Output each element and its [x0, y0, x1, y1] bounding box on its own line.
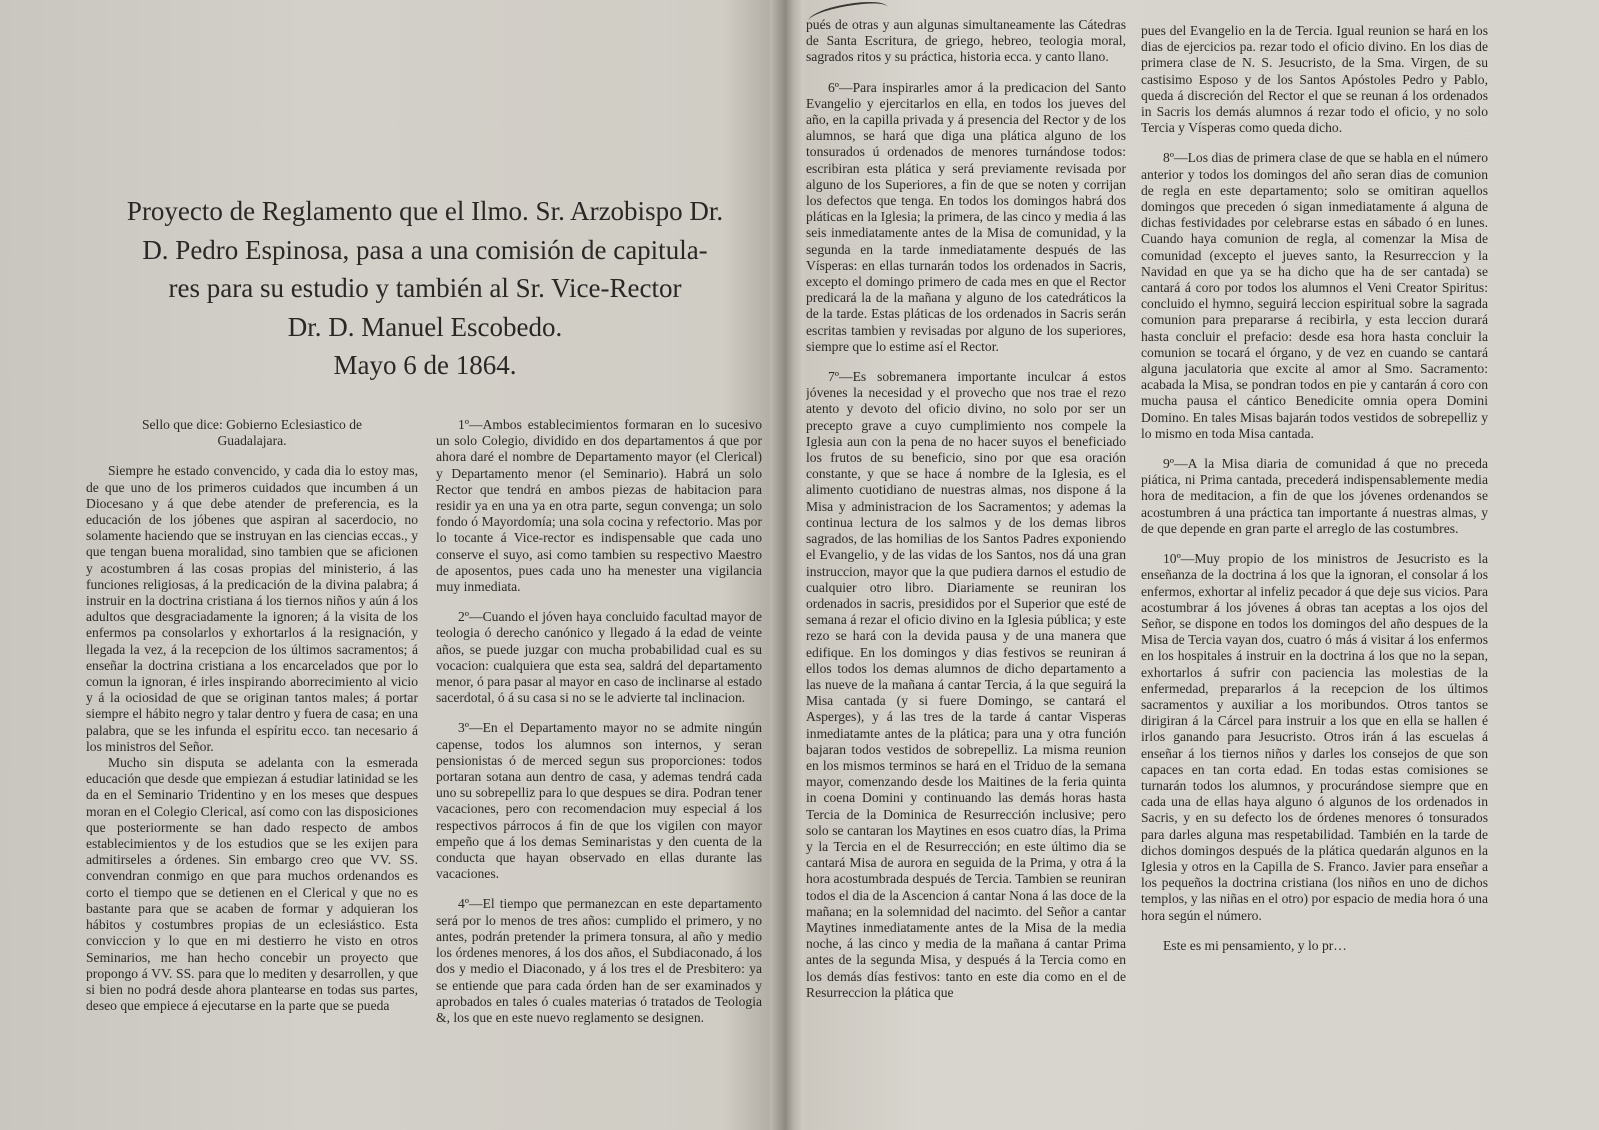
title-line: res para su estudio y también al Sr. Vice-Rector	[168, 273, 682, 303]
title-line: Dr. D. Manuel Escobedo.	[287, 311, 563, 342]
right-column-2	[1141, 23, 1488, 1130]
book-gutter	[770, 0, 804, 1130]
closing-paragraph: Este es mi pensamiento, y lo pr…	[1163, 937, 1347, 953]
title-line: Proyecto de Reglamento que el Ilmo. Sr. Arzobispo Dr.	[126, 196, 724, 226]
article-1: 1º—Ambos establecimientos formaran en lo sucesivo un solo Colegio, dividido en dos departamentos á que por ahora daré el nombre de Departamento mayor (el Clerical) y Departamento menor (el Seminario). Habrá un solo Rector que tendrá en ambos piezas de habitacion para residir ya en una ya en otra parte, segun convenga; un solo fondo ó Mayordomía; una sola cocina y refectorio. Mas por lo tocante á Vice-rector es indispensable que cada uno conserve el suyo, asi como tambien su respectivo Maestro de aposentos, pues cada uno ha menester una vigilancia muy inmediata.	[436, 417, 762, 595]
paragraph-continued: pués de otras y aun algunas simultaneamente las Cátedras de Santa Escritura, de griego, hebreo, teologia moral, sagrados ritos y su práctica, historia ecca. y canto llano.	[806, 17, 1126, 65]
left-column-2	[436, 417, 762, 1117]
document-title	[80, 192, 770, 385]
article-2: 2º—Cuando el jóven haya concluido facultad mayor de teologia ó derecho canónico y llegado á la edad de veinte años, se puede juzgar con mucha probabilidad cual es su vocacion: cualquiera que esta sea, saldrá del departamento menor, ó para pasar al mayor en caso de inclinarse al estado sacerdotal, ó á su casa si no se le advierte tal inclinacion.	[436, 609, 762, 706]
article-4: 4º—El tiempo que permanezcan en este departamento será por lo menos de tres años: cumplido el primero, y no antes, podrán pretender la primera tonsura, al año y medio los órdenes menores, á los dos años, el Subdiaconado, á los dos y medio el Diaconado, y á los tres el de Presbitero: ya se entiende que para cada órden han de ser examinados y aprobados en tales ó cuales materias ó tratados de Teologia &, los que en este nuevo reglamento se designen.	[436, 896, 762, 1025]
right-column-1	[806, 17, 1126, 1130]
article-6: 6º—Para inspirarles amor á la predicacion del Santo Evangelio y ejercitarlos en ella, en todos los jueves del año, en la capilla privada y á presencia del Rector y de los alumnos, se hará que diga una plática alguno de los tonsurados ú ordenados de menores turnándose todos: escribiran esta plática y será previamente revisada por alguno de los Superiores, a fin de que se noten y corrijan los defectos que tenga. En todos los domingos habrá dos pláticas en la Iglesia; la primera, de las cinco y media á las seis inmediatamente antes de la Misa de comunidad, y la segunda en la tarde inmediatamente después de las Vísperas: en ellas turnarán todos los ordenados in Sacris, excepto el domingo primero de cada mes en que el Rector predicará la de la mañana y alguno de los catedráticos la de la tarde. Estas pláticas de los ordenados in Sacris serán escritas tambien y revisadas por alguno de los superiores, siempre que lo estime así el Rector.	[806, 79, 1126, 354]
article-8: 8º—Los dias de primera clase de que se habla en el número anterior y todos los domingos del año seran dias de comunion de regla en este departamento; solo se omitiran aquellos domingos que preceden ó sigan inmediatamente á alguna de dichas festividades por celebrarse estas en sábado ó en lunes. Cuando haya comunion de regla, al comenzar la Misa de comunidad (excepto el jueves santo, la Resurreccion y la Navidad en que ya se ha dicho que ha de ser cantada) se cantará á coro por todos los alumnos el Veni Creator Spiritus: concluido el hymno, seguirá leccion espiritual sobre la sagrada comunion para prepararse á recibirla, y esta leccion durará hasta concluir el prefacio: desde esa hora hasta concluir la comunion se tocará el órgano, y de vez en cuando se cantará alguna jaculatoria que excite al amor al Smo. Sacramento: acabada la Misa, se pondran todos en pie y cantarán á coro con mucha pausa el cántico Benedicite omnia opera Domini Domino. En tales Misas bajarán todos vestidos de sobrepelliz y lo mismo en toda Misa cantada.	[1141, 150, 1488, 441]
title-line: D. Pedro Espinosa, pasa a una comisión de capitula-	[142, 234, 708, 265]
title-date: Mayo 6 de 1864.	[333, 350, 517, 380]
article-10: 10º—Muy propio de los ministros de Jesucristo es la enseñanza de la doctrina á los que la ignoran, el consolar á los enfermos, exhortar al infeliz pecador á que deje sus vicios. Para acostumbrar á los jóvenes á obras tan aceptas a los ojos del Señor, se dispone en todos los domingos del año despues de la Misa de Tercia vayan dos, cuatro ó más á visitar á los enfermos en los hospitales á instruir en la doctrina á los que no la sepan, exhortarlos á sufrir con paciencia las molestias de la enfermedad, prepararlos á la recepcion de los últimos sacramentos y auxiliar a los moribundos. Otros tantos se dirigiran á la Cárcel para instruir a los que en ella se hallen é irlos ganando para Jesucristo. Otros irán á las escuelas á enseñar á los tiernos niños y darles los consejos de que son capaces en tan corta edad. En todas estas comisiones se turnarán todos los alumnos, y procurándose siempre que en cada una de ellas haya alguno ó algunos de los ordenados in Sacris, y en su defecto los de órdenes menores ó tonsurados para darles alguna mas respetabilidad. También en la tarde de dichos domingos después de la plática quedarán algunos en la Iglesia y otros en la Capilla de S. Franco. Javier para enseñar a los pequeños la doctrina cristiana (los niños en uno de dichos templos, y las niñas en el otro) por espacio de media hora ó una hora según el número.	[1141, 551, 1488, 923]
paragraph: Siempre he estado convencido, y cada dia lo estoy mas, de que uno de los primeros cuidados que incumben á un Diocesano y á que debe atender de preferencia, es la educación de los jóbenes que aspiran al sacerdocio, no solamente haciendo que se instruyan en las ciencias eccas., y que tengan buena moralidad, sino tambien que se aficionen y acostumbren á las cosas propias del ministerio, á las funciones religiosas, á la predicación de la divina palabra; á instruir en la doctrina cristiana á los tiernos niños y aún á los adultos que desgraciadamente la ignoren; á la visita de los enfermos pa consolarlos y exhortarlos á la resignación, y llegada la vez, á la recepcion de los últimos sacramentos; á enseñar la doctrina cristiana a los encarcelados que por lo comun la ignoran, é irles inspirando aborrecimiento al vicio y á la ociosidad de que se originan tantos males; á portar siempre el hábito negro y talar dentro y fuera de casa; en una palabra, que se les infunda el espíritu ecco. tan necesario á los ministros del Señor.	[86, 463, 418, 754]
article-7: 7º—Es sobremanera importante inculcar á estos jóvenes la necesidad y el provecho que nos trae el rezo atento y devoto del oficio divino, no solo por ser un precepto grave a cuyo cumplimiento nos compele la Iglesia aun con la pena de no hacer suyos el beneficiado los frutos de su beneficio, sino por que esa oración constante, y que se hace á nombre de la Iglesia, es el alimento cuotidiano de nuestras almas, nos dispone á la Misa y administracion de los Sacramentos; y ademas la continua lectura de los salmos y de los demas libros sagrados, de las homilias de los Santos Padres exponiendo el Evangelio, y de las vidas de los Santos, nos dá una gran instruccion, mayor que la que pudiera darnos el estudio de cualquier otro libro. Diariamente se reuniran los ordenados in sacris, presididos por el Superior que esté de semana á rezar el oficio divino en la Iglesia pública; y este rezo se hará con la devida pausa y de una manera que edifique. En los domingos y dias festivos se reuniran á ellos todos los demas alumnos de dicho departamento a las nueve de la mañana á cantar Tercia, á la que seguirá la Misa cantada (y si fuere Domingo, se cantará el Asperges), y á las tres de la tarde á cantar Visperas inmediatamte antes de la plática; para una y otra función bajaran todos vestidos de sobrepelliz. La misma reunion en los mismos terminos se hará en el Triduo de la semana mayor, comenzando desde los Maitines de la feria quinta in coena Domini y continuando las demás horas hasta Tercia de la Dominica de Resurrección inclusive; pero solo se cantaran los Maytines en esos cuatro días, la Prima y la Tercia en el de Resurrección; en este último dia se cantará Misa de aurora en seguida de la Prima, y otra á la hora acostumbrada después de Tercia. Tambien se reuniran todos el dia de la Ascencion á cantar Nona á las doce de la mañana; en la solemnidad del nacimto. del Señor a cantar Maytines inmediatamente antes de la Misa de la media noche, á las cinco y media de la mañana á cantar Prima antes de la segunda Misa, y después á la Tercia como en los demás días festivos: tanto en este dia como en el de Resurreccion la plática que	[806, 369, 1126, 1000]
paragraph: Mucho sin disputa se adelanta con la esmerada educación que desde que empiezan á estudiar latinidad se les da en el Seminario Tridentino y en los meses que despues moran en el Colegio Clerical, así como con las disposiciones que posteriormente se han dado respecto de ambos establecimientos y de los estudios que se les exijen para admitirseles a órdenes. Sin embargo creo que VV. SS. convendran conmigo en que para muchos ordenandos es corto el tiempo que se detienen en el Clerical y que no es bastante para que se acaben de formar y adquieran los hábitos y costumbres propias de un eclesiástico. Esta conviccion y lo que en mi destierro he visto en otros Seminarios, me han hecho concebir un proyecto que propongo á VV. SS. para que lo mediten y desarrollen, y que si bien no podrá desde ahora plantearse en todas sus partes, deseo que empiece á ejecutarse en la parte que se pueda	[86, 755, 418, 1014]
seal-note: Sello que dice: Gobierno Eclesiastico de Guadalajara.	[141, 417, 363, 449]
article-3: 3º—En el Departamento mayor no se admite ningún capense, todos los alumnos son internos, y seran pensionistas ó de merced segun sus proporciones: todos portaran sotana aun dentro de casa, y ademas tendrá cada uno su sobrepelliz para lo que despues se dira. Podran tener vacaciones, pero con recomendacion muy especial á los respectivos párrocos á fin de que los vigilen con mayor empeño que á los demas Seminaristas y den cuenta de la conducta que hayan observado en ellas durante las vacaciones.	[436, 720, 762, 882]
left-column-1	[86, 417, 418, 1117]
article-9: 9º—A la Misa diaria de comunidad á que no preceda piática, ni Prima cantada, precederá indispensablemente media hora de meditacion, a fin de que los jóvenes ordenandos se acostumbren á una práctica tan importante á nuestras almas, y de que depende en gran parte el arreglo de las costumbres.	[1141, 456, 1488, 536]
paragraph-continued: pues del Evangelio en la de Tercia. Igual reunion se hará en los dias de ejercicios pa. rezar todo el oficio divino. En los dias de primera clase de N. S. Jesucristo, de la Sma. Virgen, de su castisimo Esposo y de los Santos Apóstoles Pedro y Pablo, queda á discreción del Rector el que se reunan á los ordenados in Sacris los demás alumnos á rezar todo el oficio, y no solo Tercia y Vísperas como queda dicho.	[1141, 23, 1488, 136]
